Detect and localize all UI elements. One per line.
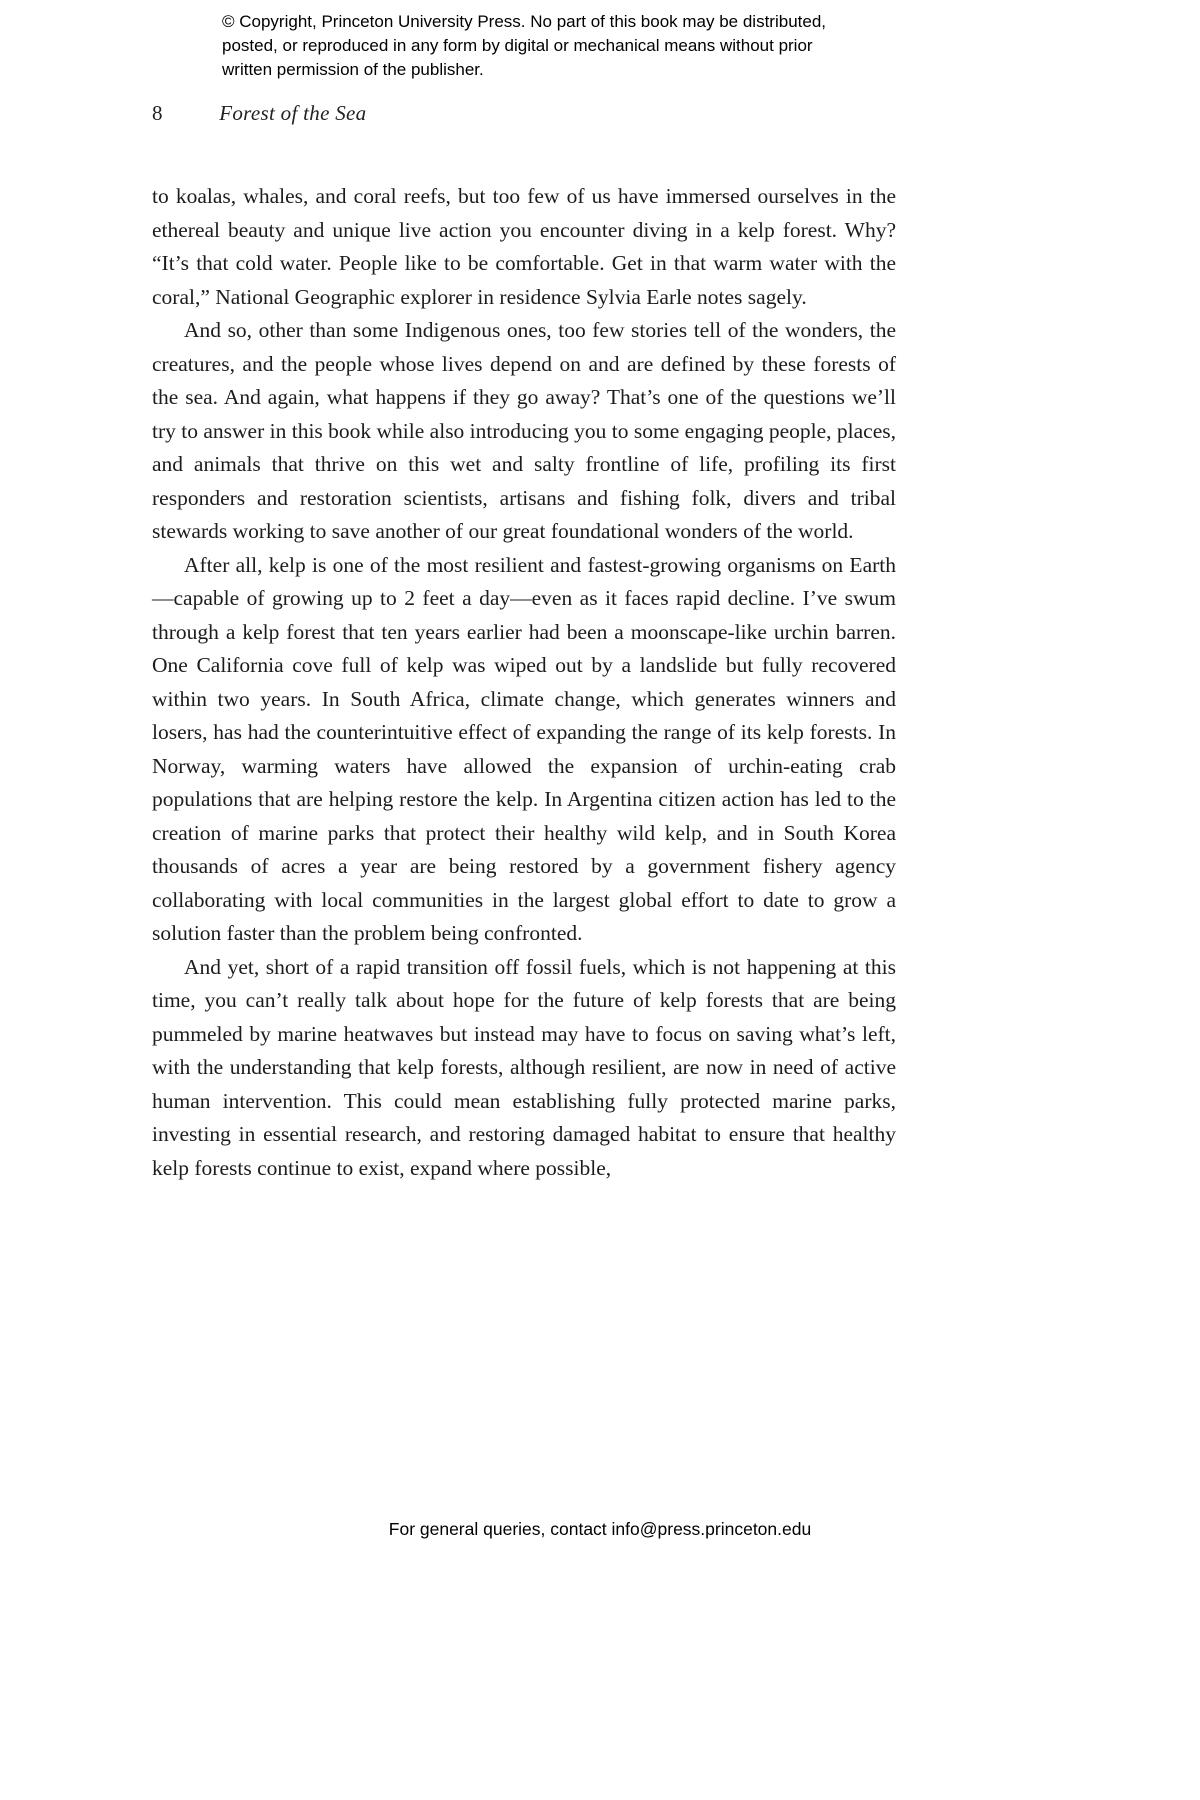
paragraph-continuation: to koalas, whales, and coral reefs, but too few of us have immersed ourselves in the ethereal beauty and unique live action you encounter diving in a kelp forest. Why? “It’s that cold water. People like to be comfortable. Get in that warm water with the coral,” National Geographic explorer in residence Sylvia Earle notes sagely. (152, 184, 896, 309)
running-header (152, 101, 896, 126)
copyright-notice: © Copyright, Princeton University Press. No part of this book may be distributed, posted, or reproduced in any form by digital or mechanical means without prior written permission of the publisher. (222, 12, 827, 80)
paragraph: And yet, short of a rapid transition off fossil fuels, which is not happening at this time, you can’t really talk about hope for the future of kelp forests that are being pummeled by marine heatwaves but instead may have to focus on saving what’s left, with the understanding that kelp forests, although resilient, are now in need of active human intervention. This could mean establishing fully protected marine parks, investing in essential research, and restoring damaged habitat to ensure that healthy kelp forests continue to exist, expand where possible, (152, 954, 896, 1180)
page-number: 8 (152, 101, 163, 125)
body-text-block (152, 180, 896, 1185)
footer-query-line: For general queries, contact info@press.princeton.edu (388, 1519, 812, 1539)
running-head-title: Forest of the Sea (219, 101, 367, 125)
paragraph: And so, other than some Indigenous ones, too few stories tell of the wonders, the creatures, and the people whose lives depend on and are defined by these forests of the sea. And again, what happens if they go away? That’s one of the questions we’ll try to answer in this book while also introducing you to some engaging people, places, and animals that thrive on this wet and salty frontline of life, profiling its first responders and restoration scientists, artisans and fishing folk, divers and tribal stewards working to save another of our great foundational wonders of the world. (152, 318, 896, 543)
paragraph: After all, kelp is one of the most resilient and fastest-growing organisms on Earth—capable of growing up to 2 feet a day—even as it faces rapid decline. I’ve swum through a kelp forest that ten years earlier had been a moonscape-like urchin barren. One California cove full of kelp was wiped out by a landslide but fully recovered within two years. In South Africa, climate change, which generates winners and losers, has had the counterintuitive effect of expanding the range of its kelp forests. In Norway, warming waters have allowed the expansion of urchin-eating crab populations that are helping restore the kelp. In Argentina citizen action has led to the creation of marine parks that protect their healthy wild kelp, and in South Korea thousands of acres a year are being restored by a government fishery agency collaborating with local communities in the largest global effort to date to grow a solution faster than the problem being confronted. (152, 552, 896, 945)
